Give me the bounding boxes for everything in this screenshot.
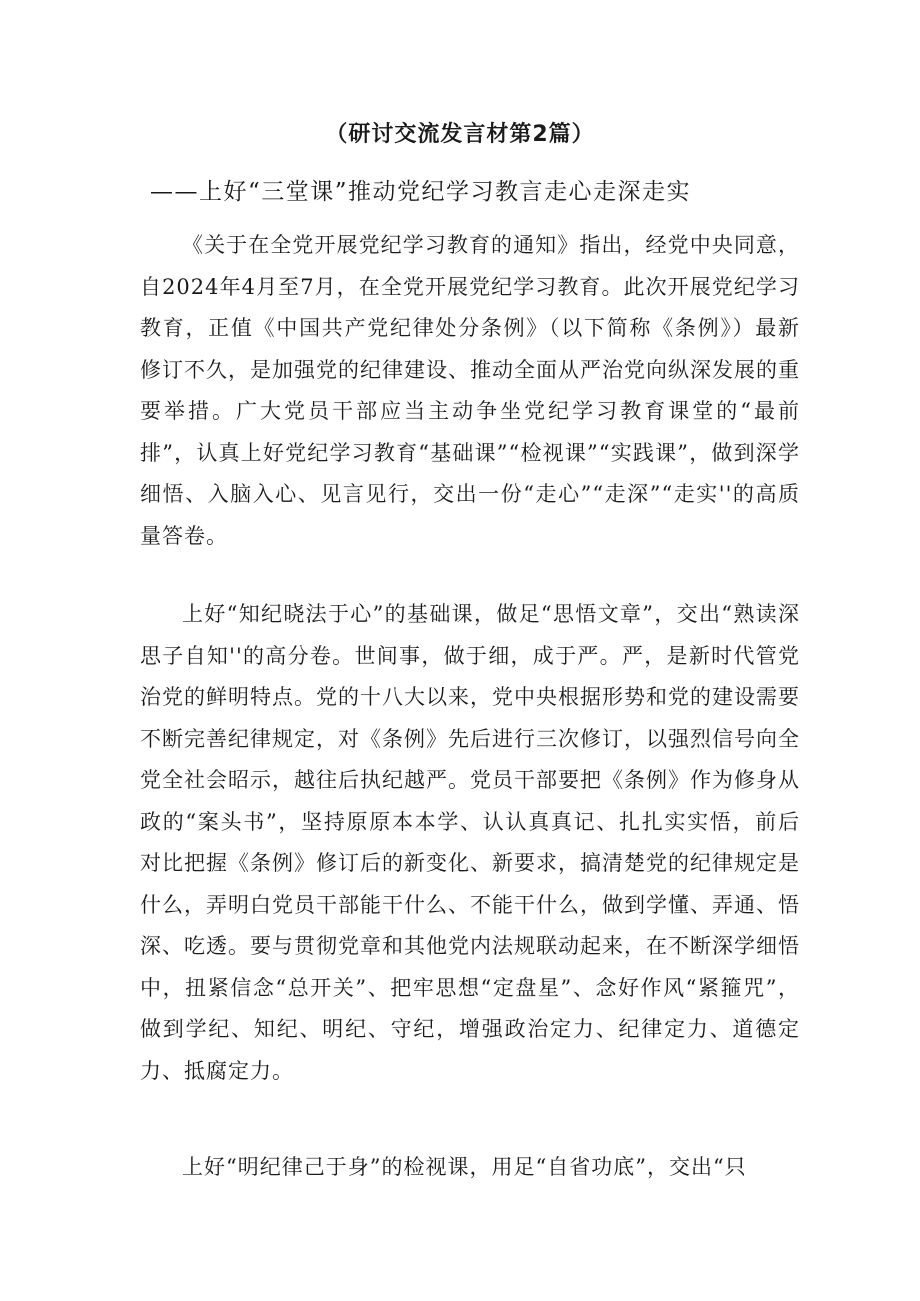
paragraph-review-course: 上好“明纪律己于身”的检视课，用足“自省功底”，交出“只: [182, 1155, 747, 1179]
document-title: （研讨交流发言材第2篇）: [325, 122, 595, 147]
document-subtitle: ——上好“三堂课”推动党纪学习教言走心走深走实: [150, 179, 692, 205]
paragraph-intro: 《关于在全党开展党纪学习教育的通知》指出，经党中央同意，自2024年4月至7月，在全党开展党纪学习教育。此次开展党纪学习教育，正值《中国共产党纪律处分条例》（以下简称《条例》）最新修订不久，是加强党的纪律建设、推动全面从严治党向纵深发展的重要举措。广大党员干部应当主动争坐党纪学习教育课堂的“最前排”，认真上好党纪学习教育“基础课”“检视课”“实践课”，做到深学细悟、入脑入心、见言见行，交出一份“走心”“走深”“走实''的高质量答卷。: [140, 233, 800, 548]
paragraph-basic-course: 上好“知纪晓法于心”的基础课，做足“思悟文章”，交出“熟读深思子自知''的高分卷。世间事，做于细，成于严。严，是新时代管党治党的鲜明特点。党的十八大以来，党中央根据形势和党的建设需要不断完善纪律规定，对《条例》先后进行三次修订，以强烈信号向全党全社会昭示，越往后执纪越严。党员干部要把《条例》作为修身从政的“案头书”，坚持原原本本学、认认真真记、扎扎实实悟，前后对比把握《条例》修订后的新变化、新要求，搞清楚党的纪律规定是什么，弄明白党员干部能干什么、不能干什么，做到学懂、弄通、悟深、吃透。要与贯彻党章和其他党内法规联动起来，在不断深学细悟中，扭紧信念“总开关”、把牢思想“定盘星”、念好作风“紧箍咒”，做到学纪、知纪、明纪、守纪，增强政治定力、纪律定力、道德定力、抵腐定力。: [140, 602, 800, 1083]
